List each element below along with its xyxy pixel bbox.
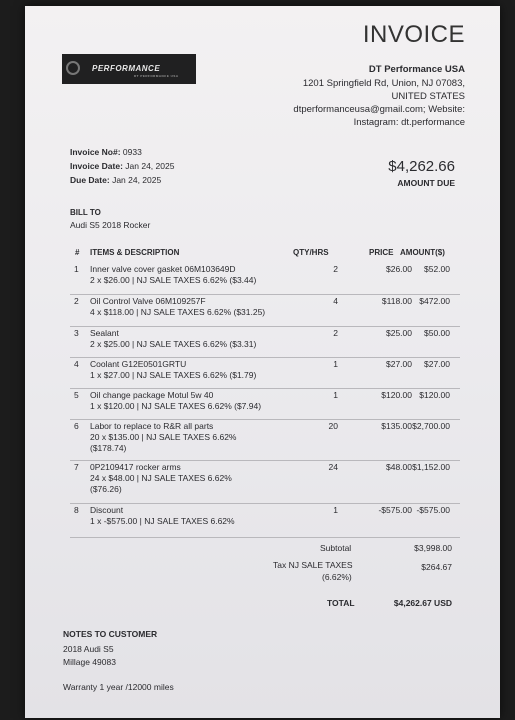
notes-line-2: Millage 49083 [63,657,116,667]
row-qty: 20 [328,421,338,431]
row-desc-line: 20 x $135.00 | NJ SALE TAXES 6.62% [90,432,237,442]
col-header-amount: AMOUNT($) [400,248,445,257]
table-row [70,390,460,420]
tax-value: $264.67 [421,562,452,572]
row-amount: $2,700.00 [412,421,450,431]
row-description [90,390,261,412]
row-desc-line: 0P2109417 rocker arms [90,462,181,472]
total-label: TOTAL [327,598,355,608]
row-amount: $1,152.00 [412,462,450,472]
table-row [70,359,460,389]
row-qty: 2 [333,264,338,274]
row-amount: $50.00 [424,328,450,338]
row-description [90,328,256,350]
row-desc-line: 2 x $26.00 | NJ SALE TAXES 6.62% ($3.44) [90,275,257,285]
row-price: $27.00 [386,359,412,369]
due-date: Due Date: Jan 24, 2025 [70,175,162,185]
bill-to-label: BILL TO [70,208,101,217]
company-contact: dtperformanceusa@gmail.com; Website: [293,104,465,115]
row-price: $26.00 [386,264,412,274]
row-desc-line: Discount [90,505,124,515]
company-address: 1201 Springfield Rd, Union, NJ 07083, [302,78,465,89]
gear-icon [66,61,80,75]
row-price: $25.00 [386,328,412,338]
col-header-desc: ITEMS & DESCRIPTION [90,248,180,257]
row-qty: 24 [328,462,338,472]
row-price: $120.00 [381,390,412,400]
amount-due-label: AMOUNT DUE [397,178,455,188]
subtotal-value: $3,998.00 [414,543,452,553]
row-description [90,462,232,495]
table-row [70,328,460,358]
row-description [90,296,265,318]
col-header-num: # [75,248,80,257]
row-amount: $120.00 [419,390,450,400]
invoice-number: Invoice No#: 0933 [70,147,142,157]
table-row [70,421,460,461]
row-amount: -$575.00 [416,505,450,515]
row-description [90,359,256,381]
row-qty: 1 [333,359,338,369]
row-number: 5 [74,390,79,400]
table-row [70,264,460,295]
tax-rate: (6.62%) [322,572,352,582]
row-desc-line: Labor to replace to R&R all parts [90,421,214,431]
notes-label: NOTES TO CUSTOMER [63,629,158,639]
row-desc-line: ($76.26) [90,484,122,494]
row-price: -$575.00 [378,505,412,515]
table-row [70,462,460,504]
row-description [90,421,236,454]
table-row [70,296,460,327]
row-price: $135.00 [381,421,412,431]
row-price: $48.00 [386,462,412,472]
row-desc-line: 1 x $27.00 | NJ SALE TAXES 6.62% ($1.79) [90,370,257,380]
row-qty: 2 [333,328,338,338]
total-value: $4,262.67 USD [393,598,452,608]
notes-line-3: Warranty 1 year /12000 miles [63,682,174,692]
row-desc-line: 1 x -$575.00 | NJ SALE TAXES 6.62% [90,516,235,526]
tax-label: Tax NJ SALE TAXES [273,560,353,570]
row-number: 3 [74,328,79,338]
row-desc-line: Oil change package Motul 5w 40 [90,390,214,400]
company-country: UNITED STATES [391,91,465,102]
row-desc-line: Sealant [90,328,119,338]
col-header-price: PRICE [369,248,394,257]
amount-due-value: $4,262.66 [388,158,455,175]
row-desc-line: ($178.74) [90,443,127,453]
row-qty: 4 [333,296,338,306]
invoice-paper [25,6,500,718]
row-qty: 1 [333,505,338,515]
table-row [70,505,460,538]
row-number: 7 [74,462,79,472]
row-number: 8 [74,505,79,515]
row-number: 2 [74,296,79,306]
row-number: 1 [74,264,79,274]
row-qty: 1 [333,390,338,400]
row-desc-line: Oil Control Valve 06M109257F [90,296,206,306]
logo-text: PERFORMANCE [92,64,161,73]
row-amount: $472.00 [419,296,450,306]
row-desc-line: 24 x $48.00 | NJ SALE TAXES 6.62% [90,473,232,483]
notes-line-1: 2018 Audi S5 [63,644,114,654]
row-amount: $52.00 [424,264,450,274]
row-desc-line: 4 x $118.00 | NJ SALE TAXES 6.62% ($31.25) [90,307,266,317]
invoice-date: Invoice Date: Jan 24, 2025 [70,161,175,171]
company-name: DT Performance USA [368,64,465,75]
company-logo [62,54,196,84]
subtotal-label: Subtotal [320,543,352,553]
row-desc-line: 1 x $120.00 | NJ SALE TAXES 6.62% ($7.94) [90,401,262,411]
row-description [90,505,235,527]
row-desc-line: Inner valve cover gasket 06M103649D [90,264,236,274]
row-number: 4 [74,359,79,369]
row-desc-line: 2 x $25.00 | NJ SALE TAXES 6.62% ($3.31) [90,339,257,349]
bill-to-name: Audi S5 2018 Rocker [70,220,151,230]
row-amount: $27.00 [424,359,450,369]
row-number: 6 [74,421,79,431]
row-desc-line: Coolant G12E0501GRTU [90,359,187,369]
row-price: $118.00 [381,296,412,306]
invoice-title: INVOICE [362,21,465,48]
logo-subtext: DT PERFORMANCE USA [134,74,179,78]
row-description [90,264,256,286]
col-header-qty: QTY/HRS [293,248,329,257]
company-instagram: Instagram: dt.performance [353,117,465,128]
